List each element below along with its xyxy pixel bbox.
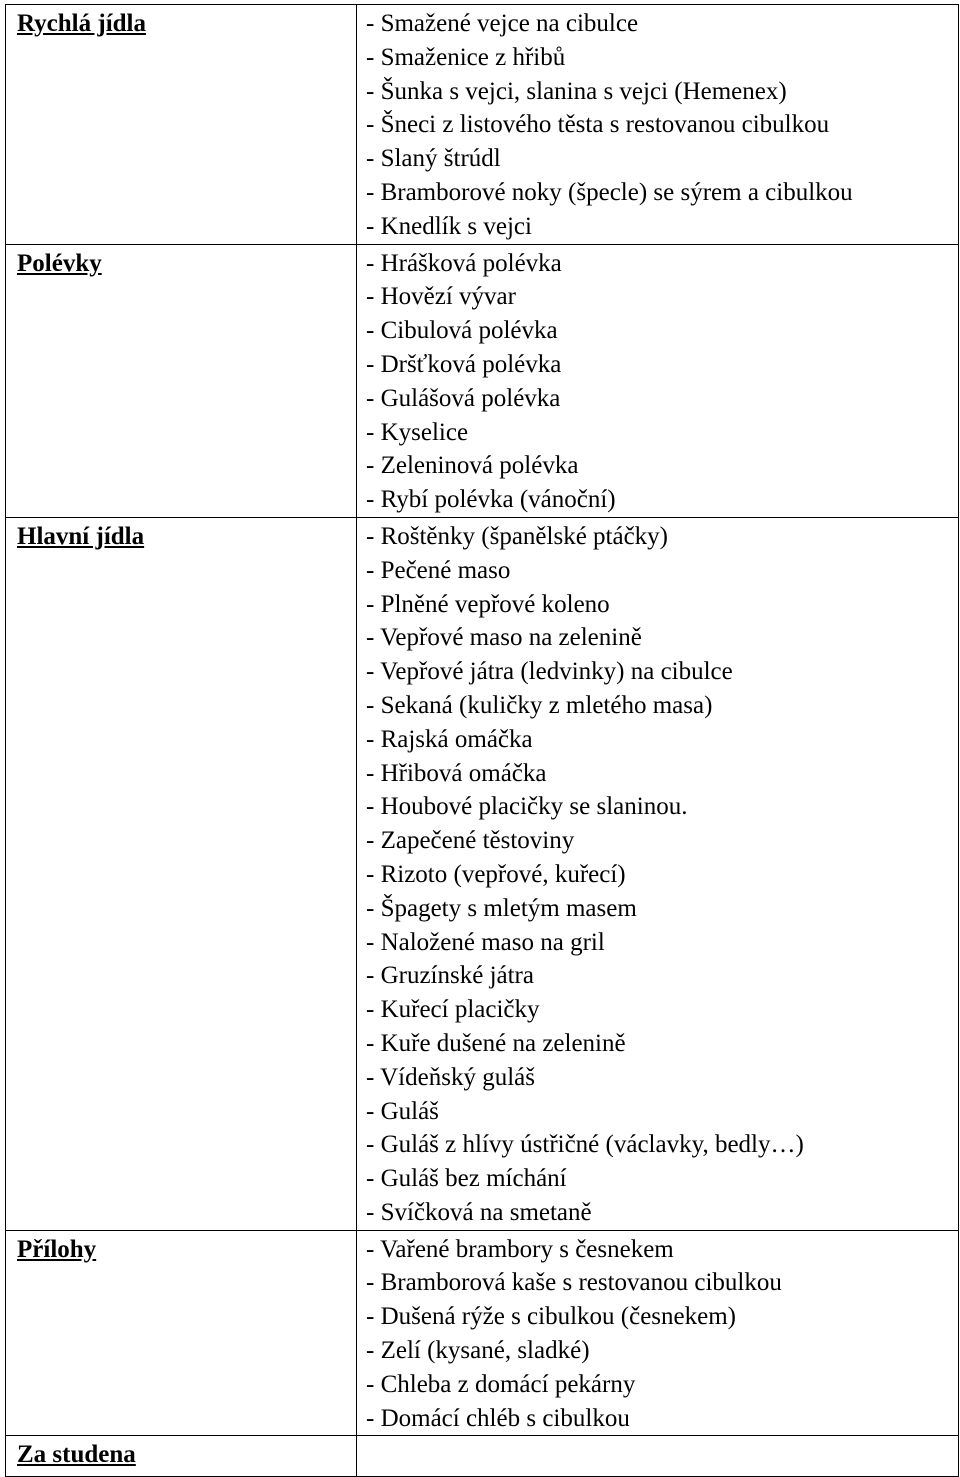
list-item: - Vepřové maso na zelenině bbox=[366, 624, 642, 652]
list-item: - Guláš bbox=[366, 1097, 439, 1125]
list-item: - Zapečené těstoviny bbox=[366, 827, 575, 855]
category-cell bbox=[6, 244, 357, 517]
items-cell bbox=[357, 1230, 959, 1436]
list-item: - Houbové placičky se slaninou. bbox=[366, 793, 688, 821]
list-item: - Bramborová kaše s restovanou cibulkou bbox=[366, 1269, 782, 1297]
list-item: - Chleba z domácí pekárny bbox=[366, 1370, 636, 1398]
list-item: - Dršťková polévka bbox=[366, 350, 562, 378]
list-item: - Smaženice z hřibů bbox=[366, 43, 566, 71]
item-list bbox=[357, 245, 958, 517]
category-cell bbox=[6, 1436, 357, 1477]
item-list bbox=[357, 5, 958, 244]
list-item: - Hřibová omáčka bbox=[366, 759, 547, 787]
list-item: - Domácí chléb s cibulkou bbox=[366, 1404, 630, 1432]
list-item: - Svíčková na smetaně bbox=[366, 1198, 592, 1226]
list-item: - Slaný štrúdl bbox=[366, 145, 501, 173]
list-item: - Naložené maso na gril bbox=[366, 928, 605, 956]
item-list bbox=[357, 1231, 958, 1436]
list-item: - Smažené vejce na cibulce bbox=[366, 10, 639, 37]
list-item: - Dušená rýže s cibulkou (česnekem) bbox=[366, 1303, 736, 1331]
list-item: - Pečené maso bbox=[366, 556, 511, 584]
list-item: - Kuřecí placičky bbox=[366, 996, 540, 1024]
table-row bbox=[6, 244, 959, 517]
list-item: - Rajská omáčka bbox=[366, 725, 533, 753]
list-item: - Plněné vepřové koleno bbox=[366, 590, 610, 618]
category-title: Přílohy bbox=[17, 1235, 97, 1263]
category-title: Rychlá jídla bbox=[17, 10, 146, 37]
category-title: Za studena bbox=[17, 1441, 136, 1469]
list-item: - Kyselice bbox=[366, 418, 469, 446]
list-item: - Knedlík s vejci bbox=[366, 212, 532, 240]
menu-table bbox=[5, 4, 959, 1477]
category-cell bbox=[6, 517, 357, 1230]
items-cell bbox=[357, 244, 959, 517]
item-list bbox=[357, 1436, 958, 1438]
list-item: - Sekaná (kuličky z mletého masa) bbox=[366, 691, 713, 719]
list-item: - Zelí (kysané, sladké) bbox=[366, 1337, 590, 1365]
list-item: - Špagety s mletým masem bbox=[366, 894, 637, 922]
list-item: - Roštěnky (španělské ptáčky) bbox=[366, 522, 669, 550]
list-item: - Cibulová polévka bbox=[366, 317, 558, 345]
items-cell bbox=[357, 1436, 959, 1477]
category-cell bbox=[6, 5, 357, 245]
list-item: - Zeleninová polévka bbox=[366, 452, 579, 480]
list-item: - Rybí polévka (vánoční) bbox=[366, 486, 616, 514]
list-item: - Gulášová polévka bbox=[366, 384, 561, 412]
items-cell bbox=[357, 517, 959, 1230]
list-item: - Bramborové noky (špecle) se sýrem a cibulkou bbox=[366, 178, 853, 206]
menu-table-body bbox=[6, 5, 959, 1477]
category-title: Polévky bbox=[17, 249, 102, 277]
category-cell bbox=[6, 1230, 357, 1436]
list-item: - Šunka s vejci, slanina s vejci (Hemenex) bbox=[366, 77, 787, 105]
list-item: - Vařené brambory s česnekem bbox=[366, 1235, 674, 1263]
list-item: - Hrášková polévka bbox=[366, 249, 562, 277]
list-item: - Gruzínské játra bbox=[366, 962, 534, 990]
items-cell bbox=[357, 5, 959, 245]
list-item: - Šneci z listového těsta s restovanou cibulkou bbox=[366, 111, 830, 139]
list-item: - Vídeňský guláš bbox=[366, 1063, 535, 1091]
list-item: - Vepřové játra (ledvinky) na cibulce bbox=[366, 658, 733, 686]
list-item: - Kuře dušené na zelenině bbox=[366, 1029, 626, 1057]
item-list bbox=[357, 518, 958, 1230]
category-title: Hlavní jídla bbox=[17, 522, 145, 550]
table-row bbox=[6, 517, 959, 1230]
table-row bbox=[6, 5, 959, 245]
list-item: - Guláš z hlívy ústřičné (václavky, bedly…) bbox=[366, 1131, 804, 1159]
list-item: - Hovězí vývar bbox=[366, 283, 516, 311]
list-item: - Guláš bez míchání bbox=[366, 1165, 567, 1193]
table-row bbox=[6, 1230, 959, 1436]
table-row bbox=[6, 1436, 959, 1477]
list-item: - Rizoto (vepřové, kuřecí) bbox=[366, 860, 626, 888]
